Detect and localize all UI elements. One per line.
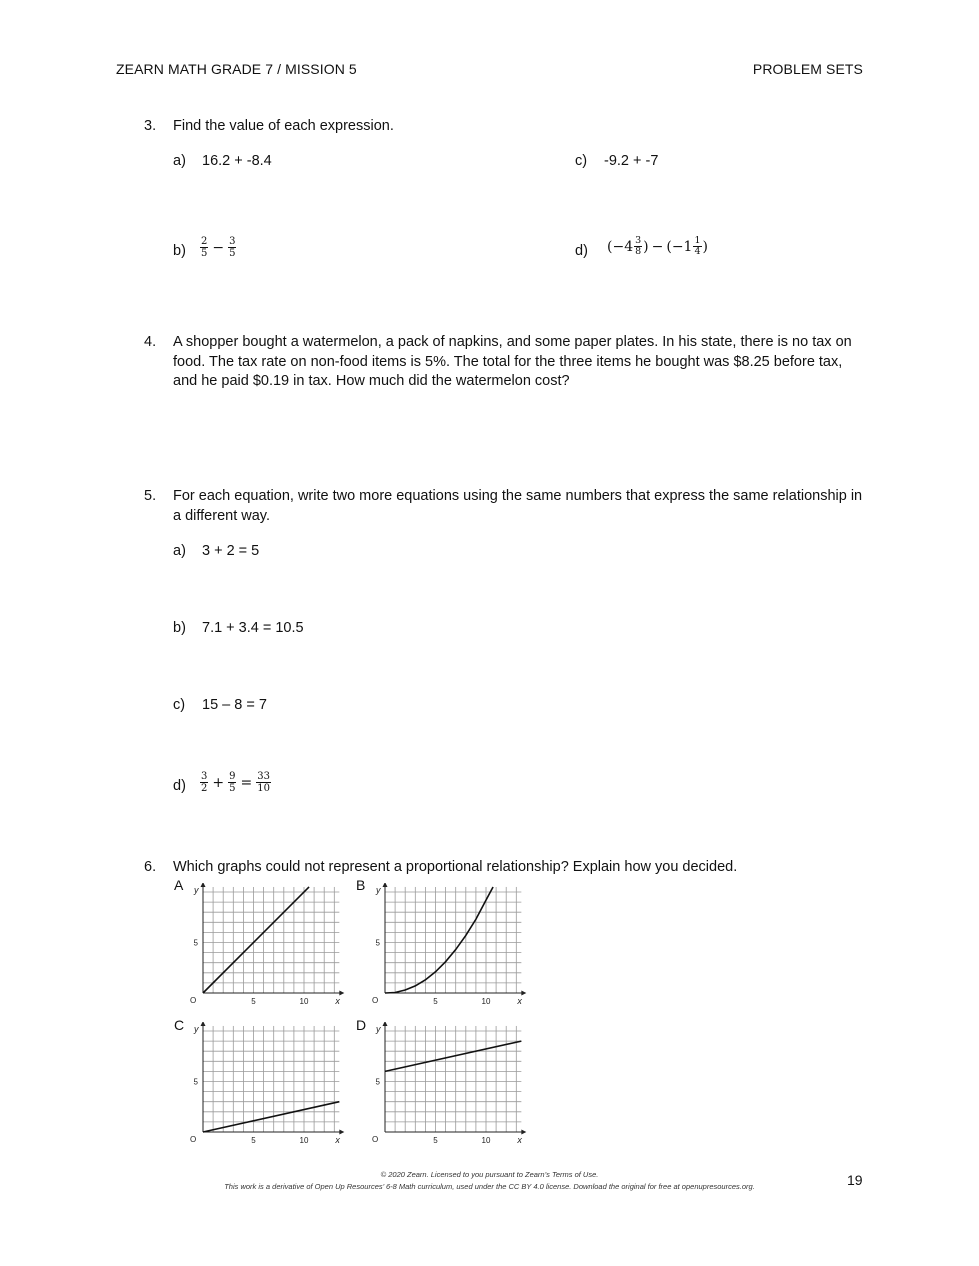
graph-b-title: B (356, 877, 366, 893)
x-tick-label: 5 (433, 1136, 438, 1145)
y-axis-arrow (383, 883, 388, 887)
q5b-expr: 7.1 + 3.4 = 10.5 (202, 620, 304, 636)
x-axis-arrow (339, 991, 344, 996)
x-axis-label: x (335, 1135, 340, 1145)
q4-text: A shopper bought a watermelon, a pack of napkins, and some paper plates. In his state, there is no tax on food. The tax rate on non-food items is 5%. The total for the three items he bought was $8.25 before tax, and he paid $0.19 in tax. How much did the watermelon cost? (173, 334, 852, 389)
q3-number: 3. (144, 118, 157, 134)
q5-number: 5. (144, 488, 157, 504)
y-axis-label: y (376, 1023, 381, 1034)
q3c-label: c) (575, 153, 588, 169)
q3d-label: d) (575, 243, 588, 259)
q5c-expr: 15 – 8 = 7 (202, 697, 267, 713)
series-line-b (385, 887, 493, 993)
q5-text: For each equation, write two more equations using the same numbers that express the same relationship in a different way. (173, 488, 863, 524)
q3a-label: a) (173, 153, 186, 169)
header-right: PROBLEM SETS (752, 61, 863, 77)
origin-label: O (372, 996, 379, 1005)
footer-copyright: © 2020 Zearn. Licensed to you pursuant to Zearn’s Terms of Use. (380, 1170, 599, 1179)
y-axis-label: y (194, 884, 199, 895)
y-axis-label: y (376, 884, 381, 895)
q6-text: Which graphs could not represent a proportional relationship? Explain how you decided. (173, 859, 738, 875)
q3d-fraction-2: 1 4 (694, 235, 701, 257)
q5d-fraction-3: $\frac{33}{10}$ (257, 771, 270, 794)
x-axis-label: x (517, 996, 522, 1006)
q5d-fraction-1: $\frac{3}{2}$ (201, 771, 208, 794)
q6-number: 6. (144, 859, 157, 875)
q5d-label: d) (173, 778, 186, 794)
x-axis-arrow (521, 1130, 526, 1135)
q3b-fraction-2: $\frac{3}{5}$ (229, 236, 236, 259)
y-axis-arrow (201, 1022, 206, 1026)
y-tick-label: 5 (193, 1077, 198, 1087)
q3b-fraction-1: $\frac{2}{5}$ (201, 236, 208, 259)
y-tick-label: 5 (193, 938, 198, 948)
header-left: ZEARN MATH GRADE 7 / MISSION 5 (116, 61, 357, 77)
origin-label: O (372, 1135, 379, 1144)
q3d-expr: (−4 3 8 ) − (−1 1 4 ) (607, 235, 708, 257)
x-tick-label: 5 (251, 1136, 256, 1145)
graph-a-title: A (174, 877, 184, 893)
y-axis-arrow (201, 883, 206, 887)
x-axis-label: x (517, 1135, 522, 1145)
x-tick-label: 5 (433, 997, 438, 1006)
q5d-fraction-2: $\frac{9}{5}$ (229, 771, 236, 794)
x-tick-label: 10 (481, 1136, 491, 1145)
x-tick-label: 10 (299, 1136, 309, 1145)
q5b-label: b) (173, 620, 186, 636)
graph-c (186, 1022, 346, 1150)
q5d-expr: $\frac{3}{2}$ + $\frac{9}{5}$ = $\frac{33}{10}$ (201, 771, 270, 794)
x-axis-arrow (339, 1130, 344, 1135)
y-tick-label: 5 (375, 1077, 380, 1087)
q5a-label: a) (173, 543, 186, 559)
q5a-expr: 3 + 2 = 5 (202, 543, 260, 559)
q3b-label: b) (173, 243, 186, 259)
q3-prompt: Find the value of each expression. (173, 118, 394, 134)
y-tick-label: 5 (375, 938, 380, 948)
x-tick-label: 10 (481, 997, 491, 1006)
q3b-expr: $\frac{2}{5}$ − $\frac{3}{5}$ (201, 236, 236, 259)
series-line-a (203, 887, 309, 993)
y-axis-arrow (383, 1022, 388, 1026)
graph-d (368, 1022, 528, 1150)
graph-a (186, 883, 346, 1011)
graph-b (368, 883, 528, 1011)
q4-number: 4. (144, 334, 157, 350)
graph-c-title: C (174, 1017, 185, 1033)
q5c-label: c) (173, 697, 186, 713)
q3d-fraction-1: 3 8 (635, 235, 642, 257)
graph-d-title: D (356, 1017, 367, 1033)
x-axis-label: x (335, 996, 340, 1006)
q3a-expr: 16.2 + -8.4 (202, 153, 272, 169)
origin-label: O (190, 1135, 197, 1144)
origin-label: O (190, 996, 197, 1005)
q3c-expr: -9.2 + -7 (604, 153, 659, 169)
x-tick-label: 10 (299, 997, 309, 1006)
x-tick-label: 5 (251, 997, 256, 1006)
x-axis-arrow (521, 991, 526, 996)
page-number: 19 (847, 1172, 863, 1188)
footer-license: This work is a derivative of Open Up Resources’ 6-8 Math curriculum, used under the CC BY 4.0 license. Download the original for free at openupresources.org. (224, 1182, 755, 1191)
y-axis-label: y (194, 1023, 199, 1034)
